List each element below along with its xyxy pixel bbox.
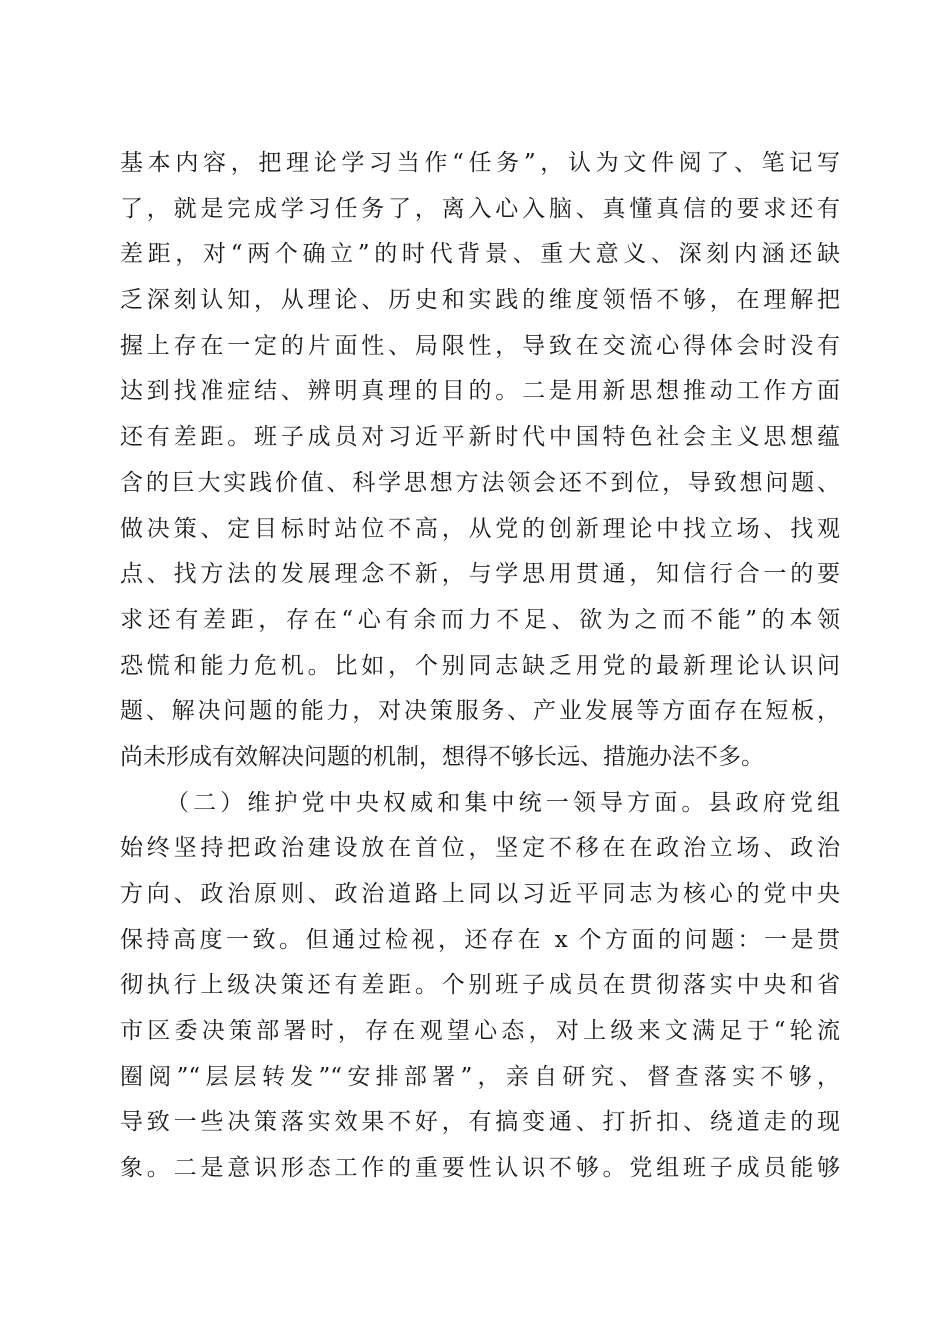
text-line: 方向、政治原则、政治道路上同以习近平同志为核心的党中央 <box>120 881 840 907</box>
text-line: 导致一些决策落实效果不好，有搞变通、打折扣、绕道走的现 <box>120 1109 840 1136</box>
text-line: 彻执行上级决策还有差距。个别班子成员在贯彻落实中央和省 <box>120 972 840 999</box>
text-line: 始终坚持把政治建设放在首位，坚定不移在在政治立场、政治 <box>120 835 840 862</box>
text-line: 求还有差距，存在“心有余而力不足、欲为之而不能”的本领 <box>120 606 840 633</box>
text-line: 达到找准症结、辨明真理的目的。二是用新思想推动工作方面 <box>120 378 840 405</box>
text-line: 圈阅”“层层转发”“安排部署”，亲自研究、督查落实不够， <box>120 1063 840 1090</box>
text-line: 差距，对“两个确立”的时代背景、重大意义、深刻内涵还缺 <box>120 241 840 268</box>
text-line: 含的巨大实践价值、科学思想方法领会还不到位，导致想问题、 <box>120 469 840 496</box>
text-line: 握上存在一定的片面性、局限性，导致在交流心得体会时没有 <box>120 332 840 359</box>
text-line: 尚未形成有效解决问题的机制，想得不够长远、措施办法不多。 <box>120 743 764 770</box>
text-line: 做决策、定目标时站位不高，从党的创新理论中找立场、找观 <box>120 515 840 542</box>
text-line: 恐慌和能力危机。比如，个别同志缺乏用党的最新理论认识问 <box>120 652 840 679</box>
document-body <box>120 141 840 1192</box>
text-line: 保持高度一致。但通过检视，还存在 x 个方面的问题：一是贯 <box>120 926 840 953</box>
text-line: 还有差距。班子成员对习近平新时代中国特色社会主义思想蕴 <box>120 424 840 451</box>
text-line: 乏深刻认知，从理论、历史和实践的维度领悟不够，在理解把 <box>120 287 840 314</box>
text-line: 题、解决问题的能力，对决策服务、产业发展等方面存在短板， <box>120 698 840 725</box>
paragraph-1 <box>120 141 840 781</box>
text-line: 点、找方法的发展理念不新，与学思用贯通，知信行合一的要 <box>120 561 840 588</box>
section-heading-line: （二）维护党中央权威和集中统一领导方面。县政府党组 <box>166 789 840 816</box>
paragraph-2 <box>120 781 840 1192</box>
text-line: 象。二是意识形态工作的重要性认识不够。党组班子成员能够 <box>120 1155 840 1182</box>
text-line: 了，就是完成学习任务了，离入心入脑、真懂真信的要求还有 <box>120 195 840 222</box>
text-line: 基本内容，把理论学习当作“任务”，认为文件阅了、笔记写 <box>120 150 840 176</box>
text-line: 市区委决策部署时，存在观望心态，对上级来文满足于“轮流 <box>120 1018 840 1045</box>
